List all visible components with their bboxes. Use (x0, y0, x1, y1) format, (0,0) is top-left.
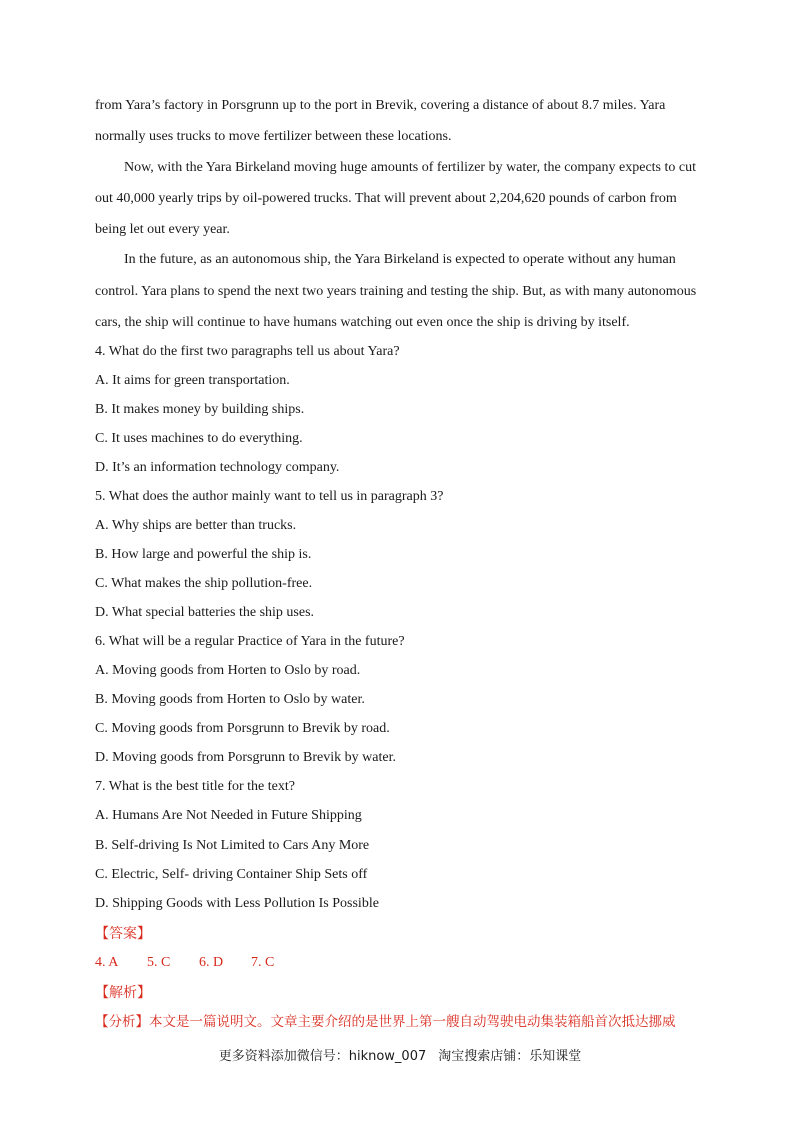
question-option: A. It aims for green transportation. (95, 373, 290, 388)
footer-shop: 淘宝搜索店铺：乐知课堂 (438, 1049, 582, 1064)
passage-line: normally uses trucks to move fertilizer between these locations. (95, 129, 452, 144)
question-option: D. Shipping Goods with Less Pollution Is Possible (95, 896, 379, 911)
question-option: B. Moving goods from Horten to Oslo by water. (95, 692, 365, 707)
answer-list (95, 954, 274, 972)
question-option: A. Moving goods from Horten to Oslo by road. (95, 663, 361, 678)
passage-line: Now, with the Yara Birkeland moving huge amounts of fertilizer by water, the company expects to cut (124, 160, 696, 175)
answer-item: 7. C (251, 955, 275, 970)
question-option: A. Why ships are better than trucks. (95, 518, 297, 533)
question-stem: 5. What does the author mainly want to tell us in paragraph 3? (95, 489, 444, 504)
answer-item: 5. C (147, 955, 171, 970)
passage-line: cars, the ship will continue to have humans watching out even once the ship is driving by itself. (95, 315, 630, 330)
answer-heading: 【答案】 (95, 926, 151, 942)
question-option: B. How large and powerful the ship is. (95, 547, 312, 562)
question-stem: 4. What do the first two paragraphs tell us about Yara? (95, 344, 400, 359)
question-stem: 6. What will be a regular Practice of Yara in the future? (95, 634, 405, 649)
passage-line: In the future, as an autonomous ship, the Yara Birkeland is expected to operate without any human (124, 252, 676, 267)
question-option: B. Self-driving Is Not Limited to Cars Any More (95, 838, 370, 853)
footer-wechat: 更多资料添加微信号：hiknow_007 (218, 1049, 427, 1064)
analysis-text: 【分析】本文是一篇说明文。文章主要介绍的是世界上第一艘自动驾驶电动集装箱船首次抵达挪威 (95, 1014, 676, 1030)
question-option: C. Electric, Self- driving Container Ship Sets off (95, 867, 368, 882)
question-option: D. It’s an information technology company. (95, 460, 340, 475)
question-option: C. It uses machines to do everything. (95, 431, 303, 446)
question-option: D. What special batteries the ship uses. (95, 605, 315, 620)
question-stem: 7. What is the best title for the text? (95, 779, 295, 794)
answer-item: 4. A (95, 955, 119, 970)
passage-line: out 40,000 yearly trips by oil-powered trucks. That will prevent about 2,204,620 pounds of carbon from (95, 191, 677, 206)
passage-line: from Yara’s factory in Porsgrunn up to the port in Brevik, covering a distance of about 8.7 miles. Yara (95, 98, 666, 113)
question-option: D. Moving goods from Porsgrunn to Brevik by water. (95, 750, 396, 765)
question-option: C. Moving goods from Porsgrunn to Brevik by road. (95, 721, 390, 736)
question-option: C. What makes the ship pollution-free. (95, 576, 313, 591)
passage-line: control. Yara plans to spend the next two years training and testing the ship. But, as with many autonomous (95, 284, 697, 299)
passage-line: being let out every year. (95, 222, 230, 237)
analysis-heading: 【解析】 (95, 985, 151, 1001)
question-option: A. Humans Are Not Needed in Future Shipping (95, 808, 362, 823)
question-option: B. It makes money by building ships. (95, 402, 305, 417)
answer-item: 6. D (199, 955, 224, 970)
page-footer (0, 1048, 800, 1066)
